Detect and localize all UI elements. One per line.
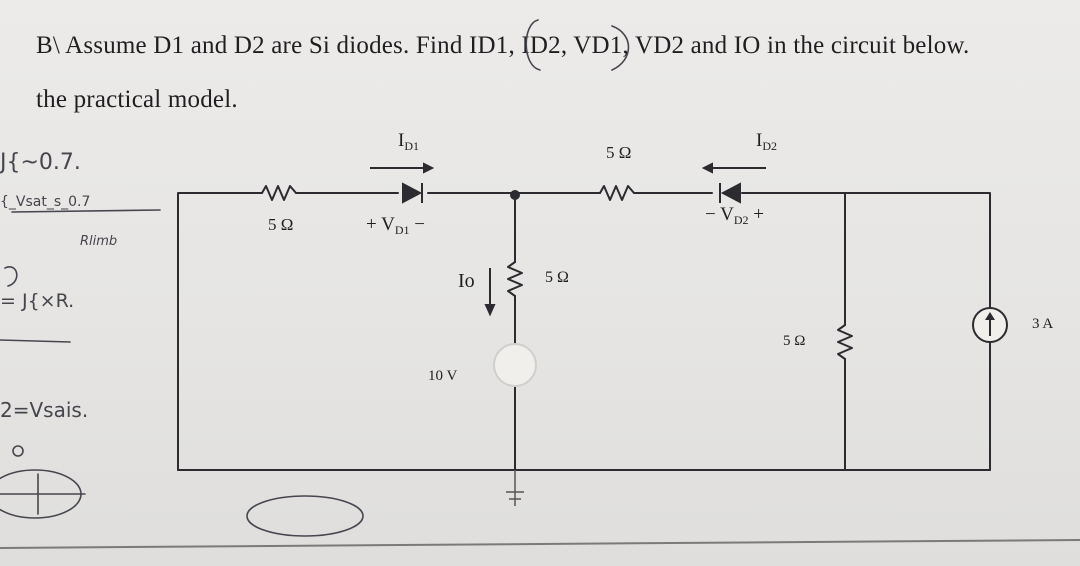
- handwritten-note-2: {_Vsat_s_0.7: [0, 194, 91, 210]
- wire-left-top: [178, 193, 262, 470]
- wire-d2-right: [742, 193, 990, 470]
- voltage-source-label: 10 V: [428, 368, 458, 384]
- current-source-label: 3 A: [1032, 316, 1054, 332]
- pen-small-circle: [13, 446, 23, 456]
- junction-node: [510, 190, 520, 200]
- vd2-label: − $V_{D2}$ +: [705, 204, 765, 227]
- current-source-3a: [973, 308, 1007, 342]
- resistor-top-right-label: 5 Ω: [606, 143, 632, 162]
- id2-label: $I_{D2}$: [756, 130, 777, 153]
- page-rule: [0, 540, 1080, 548]
- resistor-right-label: 5 Ω: [783, 333, 806, 349]
- vd1-label: + $V_{D1}$ −: [366, 214, 426, 237]
- pen-underline-1: [12, 210, 160, 212]
- ground-mark: [506, 470, 524, 506]
- pen-underline-2: [0, 340, 70, 342]
- pen-circle-left: [5, 267, 17, 286]
- arrow-id1: [370, 164, 432, 172]
- resistor-top-right: [600, 186, 634, 200]
- handwritten-note-3: Rlimb: [80, 234, 118, 249]
- arrow-io: [486, 268, 494, 314]
- handwritten-note-1: J{~0.7.: [0, 150, 81, 175]
- io-label: Io: [458, 270, 475, 292]
- pen-bracket-id1: [526, 20, 540, 70]
- resistor-left-label: 5 Ω: [268, 215, 294, 234]
- resistor-mid: [508, 262, 522, 296]
- diode-d2: [720, 183, 740, 203]
- id1-label: $I_{D1}$: [398, 130, 419, 153]
- diode-d1: [403, 183, 422, 203]
- handwritten-note-5: 2=Vsais.: [0, 398, 89, 422]
- question-line-1: B\ Assume D1 and D2 are Si diodes. Find ID1, ID2, VD1, VD2 and IO in the circuit below.: [36, 32, 970, 59]
- resistor-right: [838, 325, 852, 359]
- question-line-2: the practical model.: [36, 86, 238, 113]
- handwritten-note-4: = J{×R.: [0, 290, 75, 312]
- pen-ellipse-bottom-mid: [247, 496, 363, 536]
- voltage-source-10v: [494, 344, 536, 386]
- resistor-left: [262, 186, 296, 200]
- pen-bracket-id2: [612, 26, 629, 70]
- resistor-mid-label: 5 Ω: [545, 269, 569, 286]
- arrow-id2: [704, 164, 766, 172]
